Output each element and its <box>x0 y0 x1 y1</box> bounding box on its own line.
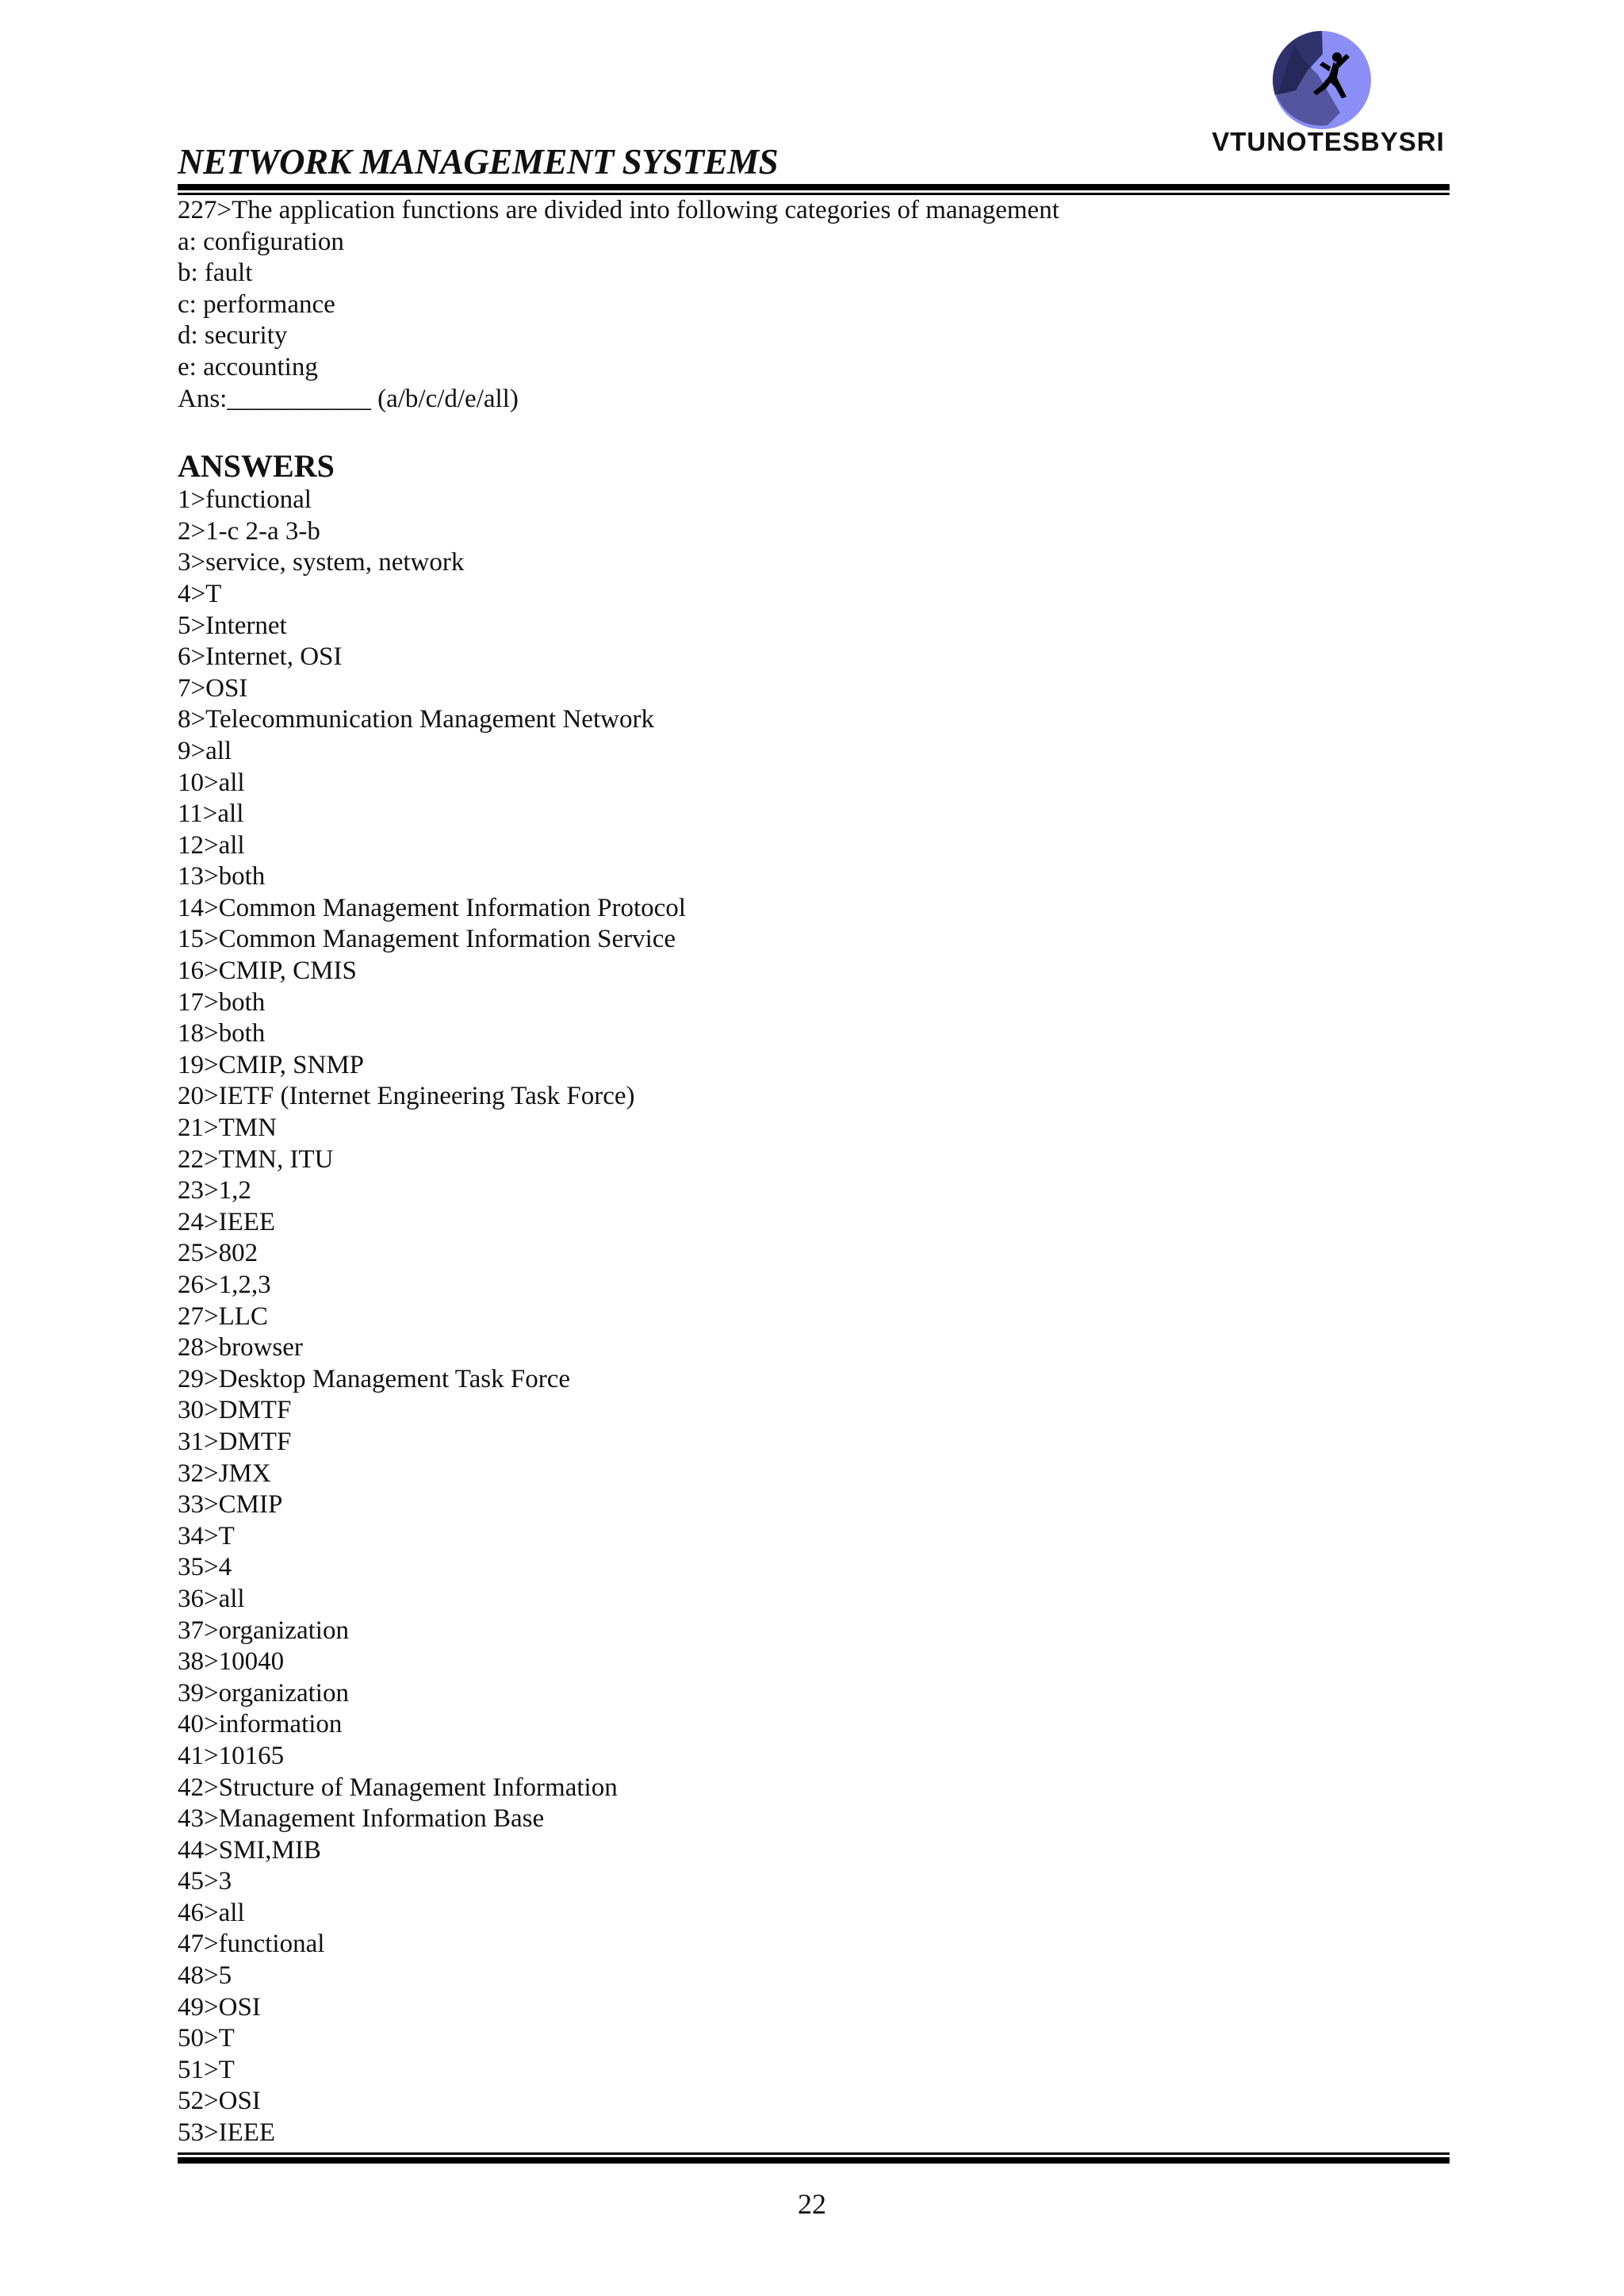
answer-item: 22>TMN, ITU <box>178 1144 334 1174</box>
answer-item: 44>SMI,MIB <box>178 1835 321 1865</box>
answer-item: 2>1-c 2-a 3-b <box>178 516 320 546</box>
answer-item: 3>service, system, network <box>178 548 465 577</box>
answer-item: 5>Internet <box>178 611 287 640</box>
answer-item: 52>OSI <box>178 2087 261 2116</box>
answer-item: 17>both <box>178 987 266 1017</box>
answer-item: 41>10165 <box>178 1741 285 1770</box>
answer-item: 26>1,2,3 <box>178 1271 271 1299</box>
option-item: b: fault <box>178 259 253 288</box>
answer-item: 40>information <box>178 1710 343 1739</box>
answer-item: 49>OSI <box>178 1992 261 2022</box>
answer-item: 46>all <box>178 1898 245 1927</box>
brand-name: VTUNOTESBYSRI <box>1212 127 1445 156</box>
document-title: NETWORK MANAGEMENT SYSTEMS <box>178 142 779 182</box>
answer-item: 38>10040 <box>178 1647 285 1677</box>
answer-item: 13>both <box>178 862 266 891</box>
answer-item: 20>IETF (Internet Engineering Task Force) <box>178 1082 635 1111</box>
page-number: 22 <box>798 2188 826 2220</box>
answer-item: 12>all <box>178 830 245 860</box>
climber-logo-icon <box>1272 30 1372 130</box>
answer-item: 9>all <box>178 736 232 765</box>
footer-rule-thick <box>178 2157 1450 2164</box>
answer-item: 21>TMN <box>178 1114 277 1143</box>
answer-item: 11>all <box>178 799 244 829</box>
answers-heading: ANSWERS <box>178 448 335 485</box>
answer-item: 16>CMIP, CMIS <box>178 956 357 986</box>
answer-item: 53>IEEE <box>178 2118 276 2148</box>
answer-prompt: Ans:___________ (a/b/c/d/e/all) <box>178 384 519 413</box>
answer-item: 4>T <box>178 579 222 608</box>
option-item: d: security <box>178 321 288 351</box>
answer-item: 28>browser <box>178 1333 303 1363</box>
answer-item: 37>organization <box>178 1616 349 1645</box>
answer-item: 19>CMIP, SNMP <box>178 1050 365 1079</box>
answer-item: 36>all <box>178 1584 245 1613</box>
answer-item: 32>JMX <box>178 1458 271 1488</box>
option-item: e: accounting <box>178 352 318 381</box>
answer-item: 48>5 <box>178 1961 232 1991</box>
answer-item: 27>LLC <box>178 1301 268 1331</box>
option-item: a: configuration <box>178 227 344 256</box>
option-item: c: performance <box>178 289 335 319</box>
answer-item: 1>functional <box>178 485 312 515</box>
answer-item: 43>Management Information Base <box>178 1804 545 1834</box>
answer-item: 7>OSI <box>178 673 248 703</box>
answer-item: 33>CMIP <box>178 1490 283 1520</box>
answer-item: 18>both <box>178 1019 266 1048</box>
answer-item: 47>functional <box>178 1930 325 1959</box>
answer-item: 23>1,2 <box>178 1176 251 1205</box>
answer-item: 42>Structure of Management Information <box>178 1773 618 1802</box>
answer-item: 51>T <box>178 2055 235 2084</box>
answer-item: 24>IEEE <box>178 1207 276 1236</box>
answer-item: 10>all <box>178 768 245 797</box>
answer-item: 14>Common Management Information Protocol <box>178 893 686 922</box>
answer-item: 39>organization <box>178 1678 349 1708</box>
answer-item: 50>T <box>178 2024 235 2053</box>
question-block <box>178 195 1446 415</box>
footer-rule-thin <box>178 2152 1450 2155</box>
answer-item: 31>DMTF <box>178 1427 292 1456</box>
answer-item: 25>802 <box>178 1239 259 1268</box>
answer-item: 15>Common Management Information Service <box>178 925 676 954</box>
answer-item: 34>T <box>178 1521 235 1550</box>
answer-item: 6>Internet, OSI <box>178 642 343 672</box>
answers-list <box>178 485 1446 2148</box>
question-text: 227>The application functions are divided into following categories of management <box>178 196 1059 224</box>
header-rule-thick <box>178 184 1450 190</box>
answer-item: 8>Telecommunication Management Network <box>178 705 654 734</box>
answer-item: 45>3 <box>178 1867 232 1896</box>
answer-item: 30>DMTF <box>178 1396 292 1425</box>
answer-item: 29>Desktop Management Task Force <box>178 1364 570 1393</box>
answer-item: 35>4 <box>178 1553 232 1582</box>
page-content <box>178 195 1446 2149</box>
